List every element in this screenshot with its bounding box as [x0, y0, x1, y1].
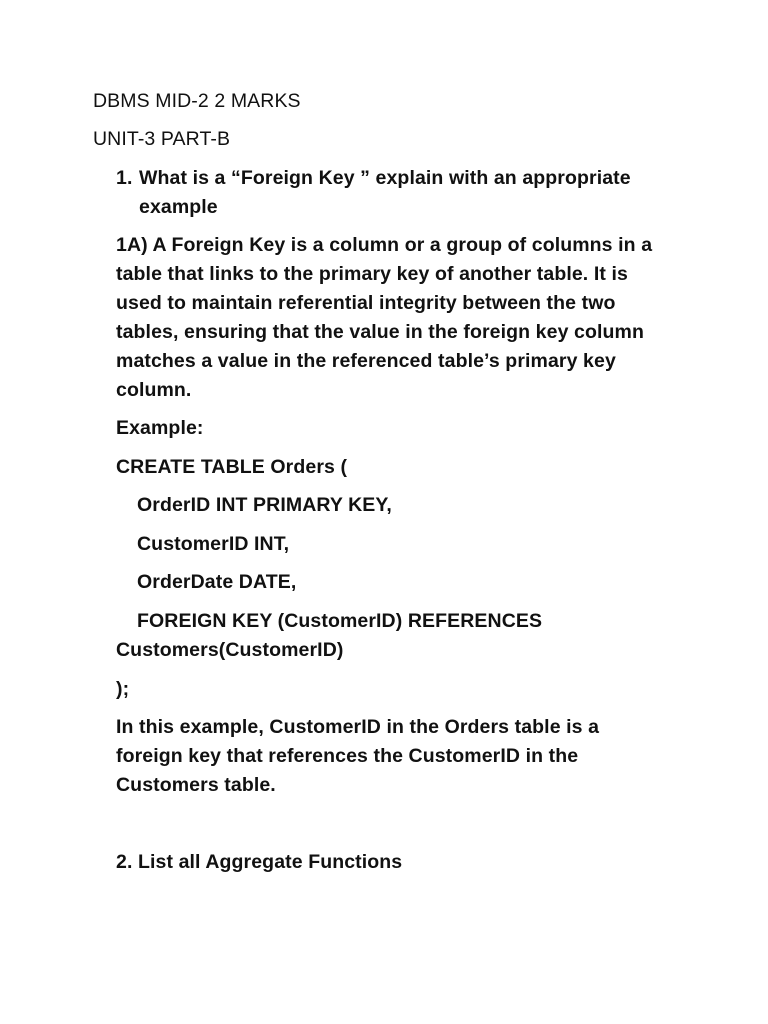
code-line: CREATE TABLE Orders ( [116, 456, 348, 478]
question-1-line-2: example [139, 196, 218, 218]
answer-1-line: table that links to the primary key of another table. It is [116, 263, 628, 285]
code-line: CustomerID INT, [137, 533, 290, 555]
answer-1-line: column. [116, 379, 192, 401]
explanation-line: foreign key that references the CustomerID in the [116, 745, 579, 767]
answer-1-line: tables, ensuring that the value in the foreign key column [116, 321, 644, 343]
code-line: OrderID INT PRIMARY KEY, [137, 494, 392, 516]
explanation-line: Customers table. [116, 774, 276, 796]
unit-heading: UNIT-3 PART-B [93, 128, 231, 150]
code-line: OrderDate DATE, [137, 571, 297, 593]
answer-1-line: 1A) A Foreign Key is a column or a group of columns in a [116, 234, 653, 256]
code-line: Customers(CustomerID) [116, 639, 344, 661]
answer-1-line: used to maintain referential integrity between the two [116, 292, 616, 314]
code-line: FOREIGN KEY (CustomerID) REFERENCES [137, 610, 543, 632]
answer-1-line: matches a value in the referenced table’s primary key [116, 350, 616, 372]
code-line: ); [116, 678, 130, 700]
question-2: 2. List all Aggregate Functions [116, 851, 403, 873]
document-title: DBMS MID-2 2 MARKS [93, 90, 301, 112]
question-1-number: 1. [116, 167, 133, 189]
question-1-line-1: What is a “Foreign Key ” explain with an appropriate [139, 167, 631, 189]
explanation-line: In this example, CustomerID in the Orders table is a [116, 716, 600, 738]
example-label: Example: [116, 417, 204, 439]
